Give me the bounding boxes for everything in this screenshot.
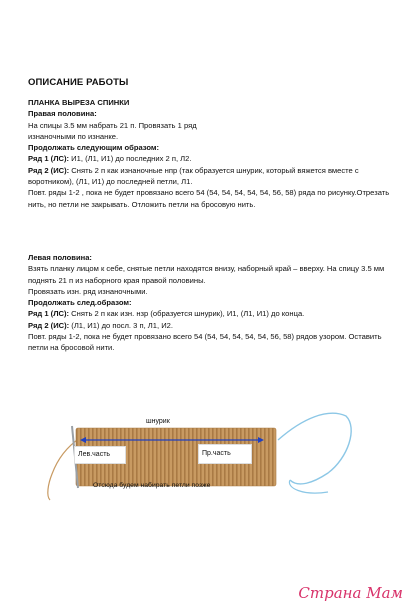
section-title: ПЛАНКА ВЫРЕЗА СПИНКИ [28, 98, 130, 107]
right-half-continue-title: Продолжать следующим образом: [28, 143, 160, 153]
right-half-row1 [28, 153, 400, 164]
left-half-title: Левая половина: [28, 253, 92, 262]
row1-text: Снять 2 п как изн. нзр (образуется шнурик), И1, (Л1, И1) до конца. [69, 309, 305, 319]
right-half-line-1: На спицы 3.5 мм набрать 21 п. Провязать 1 ряд [28, 120, 197, 130]
right-half-row2 [28, 165, 400, 188]
row1-label: Ряд 1 (ЛС): [28, 309, 70, 319]
left-half-row2 [28, 320, 400, 331]
cord-label: шнурик [146, 418, 170, 425]
right-half-title: Правая половина: [28, 109, 97, 119]
left-half-block [28, 252, 400, 354]
right-half-line-2: изнаночными по изнанке. [28, 131, 119, 141]
right-half-repeat: Повт. ряды 1-2 , пока не будет провязано всего 54 (54, 54, 54, 54, 54, 56, 58) ряда по рисунку.Отрезать нить, но петли не закрывать. Отложить петли на бросовую нить. [28, 188, 390, 209]
row1-label: Ряд 1 (ЛС): [28, 154, 70, 164]
row2-label: Ряд 2 (ИС): [28, 165, 70, 175]
left-half-repeat: Повт. ряды 1-2, пока не будет провязано всего 54 (54, 54, 54, 54, 54, 56, 58) рядов узором. Оставить петли на бросовой нити. [28, 332, 382, 353]
left-half-continue-title: Продолжать след.образом: [28, 298, 132, 308]
row2-text: Снять 2 п как изнаночные нпр (так образуется шнурик, который вяжется вместе с воротником), (Л1, И1) до последней петли, Л1. [28, 165, 359, 187]
knitting-photo [28, 388, 390, 528]
site-watermark: Страна Мам [298, 584, 403, 602]
left-half-line-2: Провязать изн. ряд изнаночными. [28, 286, 148, 296]
page-heading: ОПИСАНИЕ РАБОТЫ [28, 77, 129, 88]
left-half-row1 [28, 308, 400, 319]
yarn-strand-blue [278, 413, 351, 484]
row2-text: (Л1, И1) до посл. 3 п, Л1, И2. [69, 320, 174, 330]
left-half-line-1: Взять планку лицом к себе, снятые петли находятся внизу, наборный край – вверху. На спицу 3.5 мм поднять 21 п из наборного края правой половины. [28, 264, 385, 285]
row1-text: И1, (Л1, И1) до последних 2 п, Л2. [69, 154, 192, 164]
row2-label: Ряд 2 (ИС): [28, 320, 70, 330]
right-half-block [28, 97, 400, 210]
right-part-label: Пр.часть [198, 444, 252, 464]
left-part-label: Лев.часть [74, 446, 126, 464]
photo-caption: Отсюда будем набирать петли позже [93, 482, 211, 489]
